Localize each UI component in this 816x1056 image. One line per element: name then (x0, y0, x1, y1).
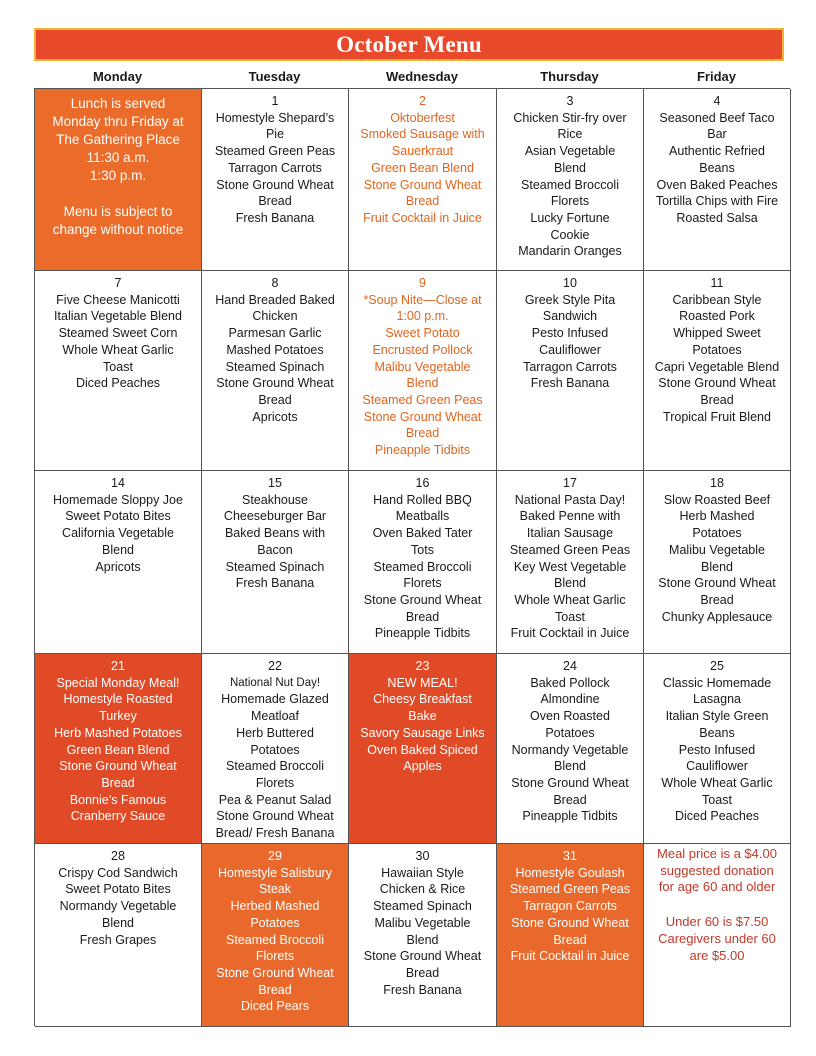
menu-item: Savory Sausage Links (360, 725, 485, 740)
day-number: 14 (111, 476, 125, 490)
day-number: 2 (419, 94, 426, 108)
menu-item: Cookie (550, 227, 590, 242)
menu-item: Tots (411, 542, 434, 557)
menu-item: Bread/ Fresh Banana (215, 826, 335, 841)
menu-day-cell (497, 844, 644, 1027)
menu-item: Caribbean Style (672, 292, 762, 307)
menu-item: Stone Ground Wheat (216, 965, 334, 980)
menu-item: Parmesan Garlic (228, 326, 322, 341)
day-number: 3 (566, 94, 574, 108)
menu-item: Greek Style Pita (524, 292, 616, 307)
menu-item: Bake (408, 709, 437, 724)
menu-item: Beans (699, 160, 735, 175)
menu-item: Diced Pears (240, 999, 310, 1014)
menu-item: Normandy Vegetable (59, 899, 177, 914)
menu-item: Steamed Broccoli (373, 559, 472, 574)
menu-day-cell (497, 654, 644, 844)
menu-item: Steamed Green Peas (214, 144, 336, 159)
menu-day-cell (497, 271, 644, 471)
menu-item: Meatballs (395, 509, 450, 524)
menu-item: Homemade Sloppy Joe (53, 492, 183, 507)
info-line: change without notice (52, 222, 184, 237)
menu-item: Homestyle Roasted (63, 692, 173, 707)
menu-item: Steamed Spinach (225, 559, 325, 574)
menu-item: Stone Ground Wheat (363, 949, 482, 964)
menu-item: Hawaiian Style (381, 865, 464, 880)
menu-item: Homestyle Goulash (515, 865, 625, 880)
menu-item: Fresh Banana (383, 982, 462, 997)
menu-item: Herb Mashed (679, 509, 755, 524)
menu-item: Florets (403, 576, 442, 591)
menu-item: Bread (553, 932, 587, 947)
menu-item: Bonnie’s Famous (69, 792, 167, 807)
price-line: suggested donation (660, 862, 774, 878)
menu-item: Cranberry Sauce (70, 809, 166, 824)
menu-item: Fresh Banana (235, 210, 315, 225)
day-number: 29 (268, 849, 282, 863)
menu-item: Cheeseburger Bar (223, 509, 327, 524)
menu-item: *Soup Nite—Close at (363, 292, 482, 307)
menu-item: Lucky Fortune (530, 210, 610, 225)
menu-day-cell (349, 271, 497, 471)
menu-item: Stone Ground Wheat (216, 809, 334, 824)
day-number: 17 (563, 476, 577, 490)
weekday-thursday: Thursday (540, 69, 599, 84)
menu-item: Pineapple Tidbits (374, 626, 471, 641)
menu-item: Steamed Broccoli (226, 932, 324, 947)
menu-day-cell (497, 471, 644, 654)
menu-item: Diced Peaches (75, 376, 161, 391)
menu-item: Chicken (252, 309, 298, 324)
menu-item: Roasted Salsa (676, 210, 758, 225)
menu-item: Sauerkraut (391, 144, 454, 159)
menu-item: Oven Baked Peaches (656, 177, 778, 192)
info-line: Menu is subject to (63, 204, 173, 219)
menu-item: Steak (259, 882, 291, 897)
menu-item: Homestyle Salisbury (218, 865, 332, 880)
menu-item: Florets (255, 775, 295, 790)
menu-day-cell (497, 89, 644, 271)
menu-item: Stone Ground Wheat (216, 177, 334, 192)
price-line: are $5.00 (689, 947, 745, 963)
menu-day-cell (349, 471, 497, 654)
menu-item: Bread (700, 392, 734, 407)
menu-item: Stone Ground Wheat (216, 376, 334, 391)
menu-item: Potatoes (250, 742, 300, 757)
menu-item: Steamed Green Peas (509, 542, 631, 557)
day-number: 30 (415, 849, 430, 863)
menu-item: Pesto Infused (678, 742, 756, 757)
day-number: 18 (710, 476, 724, 490)
menu-item: Bar (707, 127, 727, 142)
info-line: Monday thru Friday at (52, 114, 184, 129)
menu-item: Baked Pollock (530, 675, 610, 690)
menu-item: Normandy Vegetable (511, 742, 629, 757)
menu-item: Fruit Cocktail in Juice (510, 626, 630, 641)
menu-item: Special Monday Meal! (56, 675, 180, 690)
menu-item: Steamed Broccoli (521, 177, 619, 192)
menu-item: Italian Sausage (526, 526, 614, 541)
menu-item: Stone Ground Wheat (658, 376, 776, 391)
menu-item: Apples (403, 759, 442, 774)
menu-item: Pesto Infused (531, 326, 609, 341)
weekday-tuesday: Tuesday (248, 69, 301, 84)
menu-item: Toast (555, 609, 585, 624)
day-number: 16 (415, 476, 430, 490)
menu-item: Steamed Spinach (373, 899, 472, 914)
day-number: 7 (114, 276, 122, 290)
menu-item: Malibu Vegetable (374, 915, 471, 930)
menu-item: Fruit Cocktail in Juice (363, 210, 482, 225)
menu-day-cell (644, 471, 791, 654)
menu-item: Pea & Peanut Salad (218, 792, 332, 807)
menu-item: Bread (101, 775, 135, 790)
menu-item: Cheesy Breakfast (373, 692, 472, 707)
menu-item: Slow Roasted Beef (663, 492, 771, 507)
menu-item: Fresh Banana (530, 376, 610, 391)
menu-item: Toast (103, 359, 133, 374)
menu-item: Fresh Banana (235, 576, 315, 591)
menu-item: Whole Wheat Garlic (661, 775, 773, 790)
day-number: 11 (710, 276, 724, 290)
menu-day-cell (644, 654, 791, 844)
menu-day-cell (202, 271, 349, 471)
menu-item: Tarragon Carrots (523, 359, 617, 374)
menu-item: Homestyle Shepard’s (215, 110, 335, 125)
menu-item: Classic Homemade (662, 675, 772, 690)
menu-item: Encrusted Pollock (372, 342, 473, 357)
menu-day-cell (644, 271, 791, 471)
menu-item: Whole Wheat Garlic (514, 592, 626, 607)
menu-item: Turkey (99, 709, 137, 724)
day-number: 28 (111, 849, 125, 863)
menu-item: Rice (557, 127, 583, 142)
menu-calendar-grid (34, 88, 790, 1026)
menu-item: Stone Ground Wheat (363, 177, 482, 192)
menu-day-cell (202, 844, 349, 1027)
menu-item: Lasagna (693, 692, 741, 707)
menu-item: Oktoberfest (390, 110, 455, 125)
menu-item: Toast (702, 792, 732, 807)
page-title: October Menu (336, 31, 482, 57)
menu-item: Potatoes (692, 526, 742, 541)
menu-item: Hand Rolled BBQ (373, 492, 472, 507)
menu-item: Chicken & Rice (379, 882, 466, 897)
menu-item: Blend (102, 915, 134, 930)
menu-item: Italian Vegetable Blend (54, 309, 182, 324)
menu-item: Mandarin Oranges (518, 244, 622, 259)
menu-item: Diced Peaches (674, 809, 760, 824)
menu-item: Baked Beans with (224, 526, 326, 541)
menu-item: Oven Baked Spiced (367, 742, 478, 757)
menu-day-cell (349, 844, 497, 1027)
menu-item: Steamed Spinach (225, 359, 325, 374)
meal-price-cell (644, 844, 791, 1027)
menu-item: Blend (554, 576, 586, 591)
menu-item: Almondine (540, 692, 600, 707)
info-line: Lunch is served (70, 96, 166, 111)
menu-item: Authentic Refried (669, 144, 765, 159)
price-line: Meal price is a $4.00 (657, 846, 777, 861)
menu-item: Apricots (252, 409, 298, 424)
menu-item: Blend (554, 160, 586, 175)
menu-item: Capri Vegetable Blend (654, 359, 780, 374)
menu-item: Blend (406, 932, 439, 947)
menu-item: Fresh Grapes (79, 932, 157, 947)
menu-item: Florets (550, 194, 590, 209)
weekday-wednesday: Wednesday (385, 69, 458, 84)
menu-item: Tortilla Chips with Fire (655, 194, 779, 209)
menu-item: Apricots (95, 559, 141, 574)
menu-item: Sweet Potato Bites (65, 509, 171, 524)
menu-item: Bread (405, 609, 440, 624)
day-number: 10 (563, 276, 577, 290)
menu-item: Roasted Pork (679, 309, 755, 324)
menu-item: National Pasta Day! (514, 492, 626, 507)
menu-item: Blend (406, 376, 439, 391)
menu-item: Steakhouse (241, 492, 309, 507)
menu-item: Bread (405, 965, 440, 980)
day-number: 23 (415, 659, 430, 673)
menu-item: California Vegetable (62, 526, 174, 541)
menu-item: Tropical Fruit Blend (663, 409, 771, 424)
menu-item: Mashed Potatoes (226, 342, 324, 357)
menu-item: Stone Ground Wheat (511, 915, 629, 930)
price-line: Caregivers under 60 (658, 930, 776, 946)
menu-item: Pie (265, 127, 285, 142)
day-number: 24 (563, 659, 577, 673)
day-number: 22 (268, 659, 282, 673)
menu-item: Stone Ground Wheat (363, 592, 482, 607)
menu-item: Stone Ground Wheat (511, 775, 629, 790)
weekday-friday: Friday (696, 69, 736, 84)
day-number: 31 (563, 849, 577, 863)
menu-item: Stone Ground Wheat (658, 576, 776, 591)
menu-item: Stone Ground Wheat (59, 759, 177, 774)
menu-item: Hand Breaded Baked (215, 292, 335, 307)
menu-item: Bread (405, 194, 440, 209)
menu-item: Herb Buttered (236, 725, 314, 740)
menu-item: Blend (701, 559, 733, 574)
day-number: 8 (271, 276, 279, 290)
menu-item: Chunky Applesauce (661, 609, 773, 624)
menu-item: Five Cheese Manicotti (56, 292, 180, 307)
menu-item: Steamed Green Peas (509, 882, 631, 897)
day-number: 4 (713, 94, 721, 108)
menu-day-cell (202, 89, 349, 271)
menu-day-cell (35, 844, 202, 1027)
menu-item: Fruit Cocktail in Juice (510, 949, 630, 964)
menu-item: Stone Ground Wheat (363, 409, 482, 424)
menu-item: Key West Vegetable (513, 559, 627, 574)
menu-item: Blend (554, 759, 586, 774)
menu-item: Malibu Vegetable (374, 359, 471, 374)
menu-item: Bread (258, 194, 292, 209)
menu-item: Tarragon Carrots (523, 899, 617, 914)
menu-item: Oven Baked Tater (372, 526, 473, 541)
menu-item: Blend (102, 542, 134, 557)
weekday-monday: Monday (92, 69, 143, 84)
info-line: The Gathering Place (56, 132, 180, 147)
menu-item: Bread (258, 392, 292, 407)
menu-item: Oven Roasted (530, 709, 610, 724)
menu-day-cell (35, 654, 202, 844)
menu-item: Sweet Potato (385, 326, 460, 341)
menu-title-bar (34, 28, 784, 61)
menu-item: Steamed Sweet Corn (58, 326, 178, 341)
menu-item: Seasoned Beef Taco (659, 110, 775, 125)
menu-item: Asian Vegetable (524, 144, 616, 159)
menu-item: Malibu Vegetable (669, 542, 765, 557)
menu-item: Pineapple Tidbits (374, 443, 471, 458)
menu-item: Homemade Glazed (221, 692, 329, 707)
menu-item: Herb Mashed Potatoes (54, 725, 182, 740)
menu-item: Tarragon Carrots (228, 160, 322, 175)
weekday-header (34, 66, 790, 88)
menu-item: Steamed Green Peas (362, 392, 483, 407)
menu-item: NEW MEAL! (387, 675, 458, 690)
menu-item: Bread (553, 792, 587, 807)
day-number: 21 (111, 659, 125, 673)
day-number: 9 (419, 276, 426, 290)
menu-day-cell (349, 654, 497, 844)
menu-item: Cauliflower (686, 759, 748, 774)
price-line: Under 60 is $7.50 (665, 914, 769, 930)
menu-item: Chicken Stir-fry over (513, 110, 627, 125)
menu-item: Green Bean Blend (371, 160, 474, 175)
menu-item: Steamed Broccoli (226, 759, 324, 774)
info-line (38, 185, 198, 203)
menu-item: Smoked Sausage with (360, 127, 485, 142)
menu-item: Herbed Mashed (230, 899, 320, 914)
menu-item: Italian Style Green (665, 709, 769, 724)
menu-item: Bread (405, 426, 440, 441)
menu-item: Sandwich (542, 309, 598, 324)
menu-item: Bacon (257, 542, 293, 557)
price-line: for age 60 and older (658, 879, 776, 895)
menu-item: National Nut Day! (229, 676, 321, 689)
menu-item: Potatoes (250, 915, 300, 930)
menu-day-cell (202, 654, 349, 844)
menu-item: Whole Wheat Garlic (62, 342, 174, 357)
menu-item: Pineapple Tidbits (522, 809, 618, 824)
day-number: 15 (268, 476, 282, 490)
menu-item: 1:00 p.m. (396, 309, 449, 324)
menu-item: Beans (699, 725, 735, 740)
menu-item: Crispy Cod Sandwich (58, 865, 178, 880)
menu-day-cell (202, 471, 349, 654)
info-line: 1:30 p.m. (89, 168, 147, 183)
menu-item: Bread (700, 592, 734, 607)
menu-item: Florets (255, 949, 295, 964)
menu-item: Baked Penne with (519, 509, 621, 524)
info-line: 11:30 a.m. (86, 150, 150, 165)
menu-item: Sweet Potato Bites (65, 882, 171, 897)
menu-item: Potatoes (545, 725, 595, 740)
menu-item: Whipped Sweet (673, 326, 761, 341)
menu-day-cell (35, 471, 202, 654)
day-number: 1 (271, 94, 279, 108)
menu-day-cell (644, 89, 791, 271)
day-number: 25 (710, 659, 724, 673)
menu-item: Cauliflower (539, 342, 601, 357)
price-line (647, 896, 787, 914)
menu-item: Green Bean Blend (66, 742, 170, 757)
lunch-info-cell (35, 89, 202, 271)
menu-day-cell (349, 89, 497, 271)
menu-item: Potatoes (692, 342, 742, 357)
menu-item: Meatloaf (251, 709, 299, 724)
menu-item: Bread (258, 982, 292, 997)
menu-day-cell (35, 271, 202, 471)
